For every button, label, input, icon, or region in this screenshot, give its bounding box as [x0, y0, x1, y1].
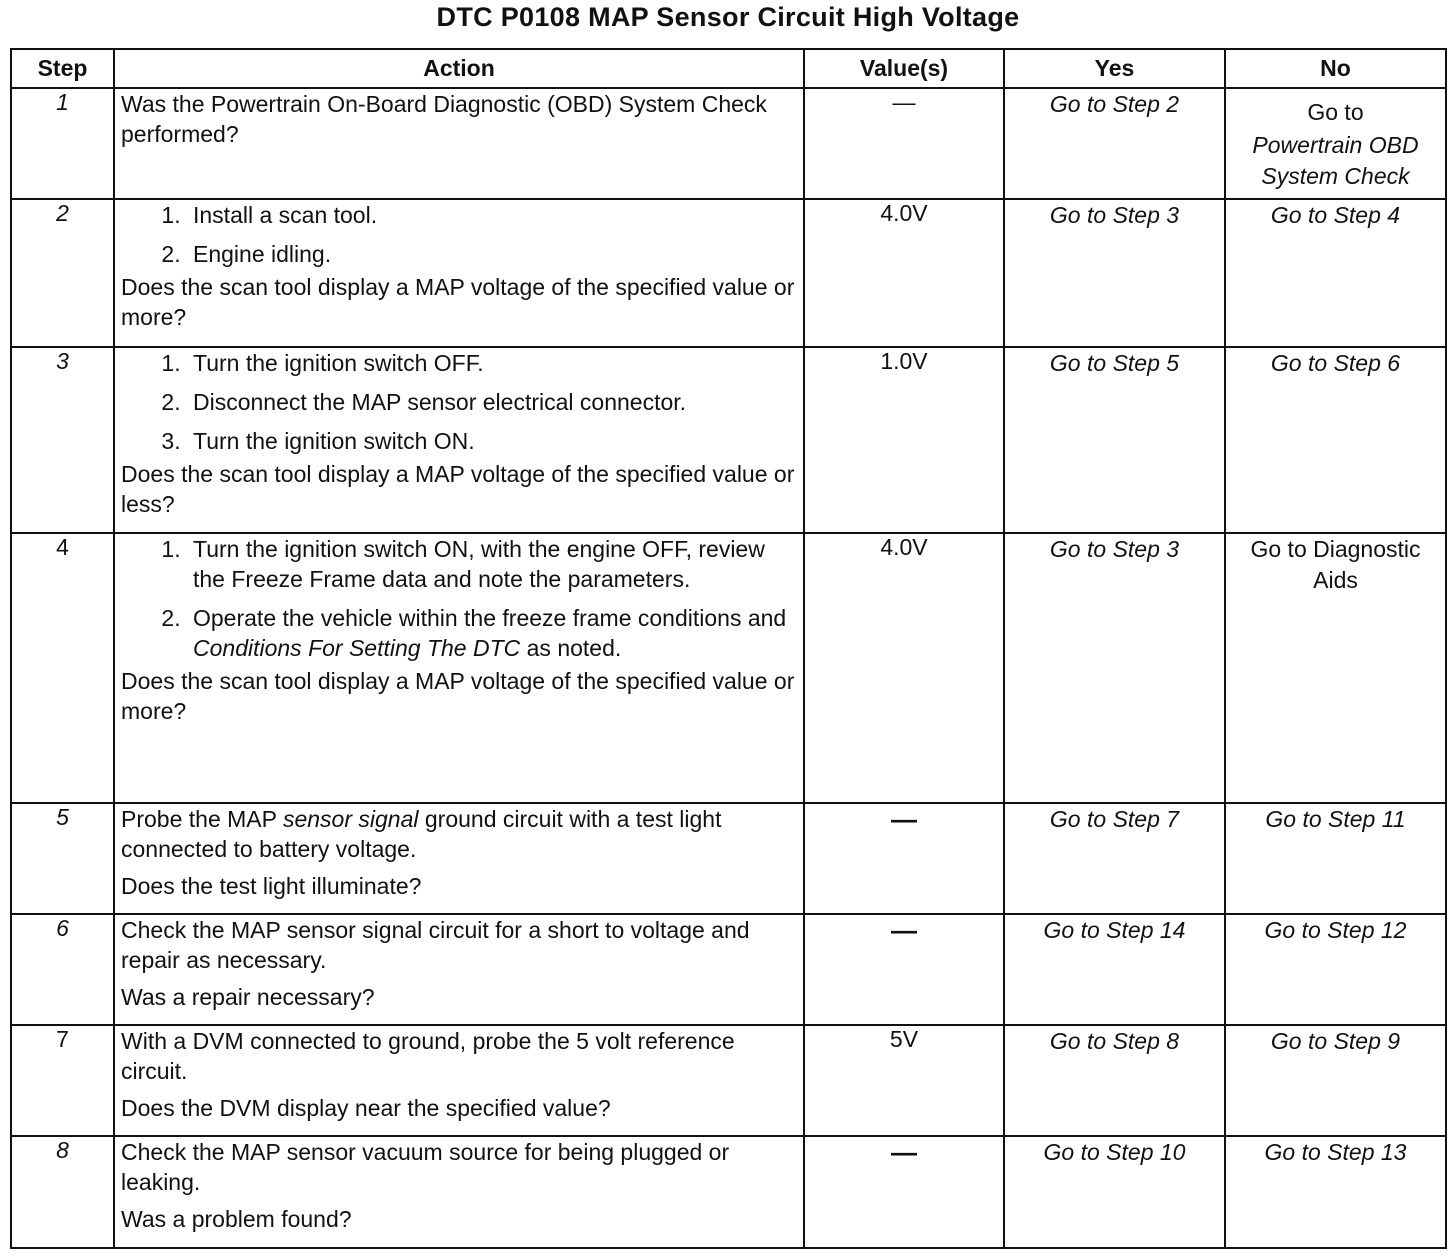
action-text: Check the MAP sensor signal circuit for a short to voltage and repair as necessary. — [121, 917, 750, 973]
yes-cell: Go to Step 8 — [1004, 1025, 1225, 1136]
no-cell: Go to Step 6 — [1225, 347, 1446, 533]
question-text: Was a repair necessary? — [121, 984, 375, 1010]
substep: 3. Turn the ignition switch ON. — [187, 426, 797, 456]
table-row — [11, 347, 1446, 533]
action-text — [121, 804, 797, 864]
value-cell: — — [804, 914, 1004, 1025]
no-link-text: Powertrain OBD System Check — [1252, 132, 1419, 189]
action-cell — [114, 347, 804, 533]
table-row — [11, 803, 1446, 914]
table-row — [11, 533, 1446, 803]
value-cell: 1.0V — [804, 347, 1004, 533]
question-text: Does the scan tool display a MAP voltage of the specified value or less? — [121, 461, 795, 517]
no-cell: Go to Step 4 — [1225, 199, 1446, 347]
substep-reference: Conditions For Setting The DTC — [193, 635, 521, 661]
step-number: 1 — [11, 88, 114, 199]
substep: 1. Turn the ignition switch ON, with the engine OFF, review the Freeze Frame data and note the parameters. — [187, 534, 797, 594]
action-cell — [114, 1136, 804, 1248]
yes-cell: Go to Step 5 — [1004, 347, 1225, 533]
no-cell: Go to Step 12 — [1225, 914, 1446, 1025]
action-text: Check the MAP sensor vacuum source for being plugged or leaking. — [121, 1139, 730, 1195]
question-text: Does the scan tool display a MAP voltage of the specified value or more? — [121, 668, 795, 724]
yes-cell: Go to Step 3 — [1004, 199, 1225, 347]
action-cell — [114, 533, 804, 803]
action-cell — [114, 88, 804, 199]
question-text: Was a problem found? — [121, 1206, 352, 1232]
substep-list — [121, 348, 797, 456]
step-number: 8 — [11, 1136, 114, 1248]
substep: 1. Turn the ignition switch OFF. — [187, 348, 797, 378]
step-number: 3 — [11, 347, 114, 533]
value-cell: 5V — [804, 1025, 1004, 1136]
substep: 1. Install a scan tool. — [187, 200, 797, 230]
question-text: Does the scan tool display a MAP voltage of the specified value or more? — [121, 274, 795, 330]
header-step: Step — [11, 49, 114, 88]
substep-list — [121, 534, 797, 663]
yes-cell: Go to Step 10 — [1004, 1136, 1225, 1248]
step-number: 2 — [11, 199, 114, 347]
action-text: Was the Powertrain On-Board Diagnostic (OBD) System Check performed? — [121, 91, 767, 147]
question-text: Does the test light illuminate? — [121, 873, 422, 899]
no-cell: Go to Step 11 — [1225, 803, 1446, 914]
substep: 2. Engine idling. — [187, 239, 797, 269]
yes-cell: Go to Step 14 — [1004, 914, 1225, 1025]
table-row — [11, 199, 1446, 347]
header-action: Action — [114, 49, 804, 88]
question-text: Does the DVM display near the specified value? — [121, 1095, 611, 1121]
yes-cell: Go to Step 2 — [1004, 88, 1225, 199]
yes-cell: Go to Step 3 — [1004, 533, 1225, 803]
action-cell — [114, 914, 804, 1025]
table-row — [11, 88, 1446, 199]
no-cell: Go to Diagnostic Aids — [1225, 533, 1446, 803]
step-number: 5 — [11, 803, 114, 914]
table-row — [11, 914, 1446, 1025]
substep-text: Operate the vehicle within the freeze frame conditions and — [193, 605, 787, 631]
value-cell: — — [804, 803, 1004, 914]
action-cell — [114, 803, 804, 914]
action-cell — [114, 199, 804, 347]
header-no: No — [1225, 49, 1446, 88]
no-cell: Go to Step 9 — [1225, 1025, 1446, 1136]
step-number: 6 — [11, 914, 114, 1025]
substep — [187, 603, 797, 663]
table-row — [11, 1136, 1446, 1248]
step-number: 7 — [11, 1025, 114, 1136]
action-text: With a DVM connected to ground, probe the 5 volt reference circuit. — [121, 1028, 735, 1084]
substep-text: as noted. — [526, 635, 622, 661]
action-text-part: ground circuit with a test light connected to battery voltage. — [121, 806, 722, 862]
value-cell: 4.0V — [804, 199, 1004, 347]
header-values: Value(s) — [804, 49, 1004, 88]
value-cell: — — [804, 88, 1004, 199]
diagnostic-table — [10, 48, 1447, 1249]
no-cell — [1225, 88, 1446, 199]
no-prefix: Go to — [1307, 99, 1364, 125]
no-cell: Go to Step 13 — [1225, 1136, 1446, 1248]
yes-cell: Go to Step 7 — [1004, 803, 1225, 914]
value-cell: 4.0V — [804, 533, 1004, 803]
header-yes: Yes — [1004, 49, 1225, 88]
action-text-part: Probe the MAP — [121, 806, 277, 832]
substep: 2. Disconnect the MAP sensor electrical connector. — [187, 387, 797, 417]
page-title: DTC P0108 MAP Sensor Circuit High Voltage — [436, 2, 1020, 32]
step-number: 4 — [11, 533, 114, 803]
substep-list — [121, 200, 797, 269]
action-text-italic: sensor signal — [282, 806, 419, 832]
table-row — [11, 1025, 1446, 1136]
header-row — [11, 49, 1446, 88]
action-cell — [114, 1025, 804, 1136]
value-cell: — — [804, 1136, 1004, 1248]
